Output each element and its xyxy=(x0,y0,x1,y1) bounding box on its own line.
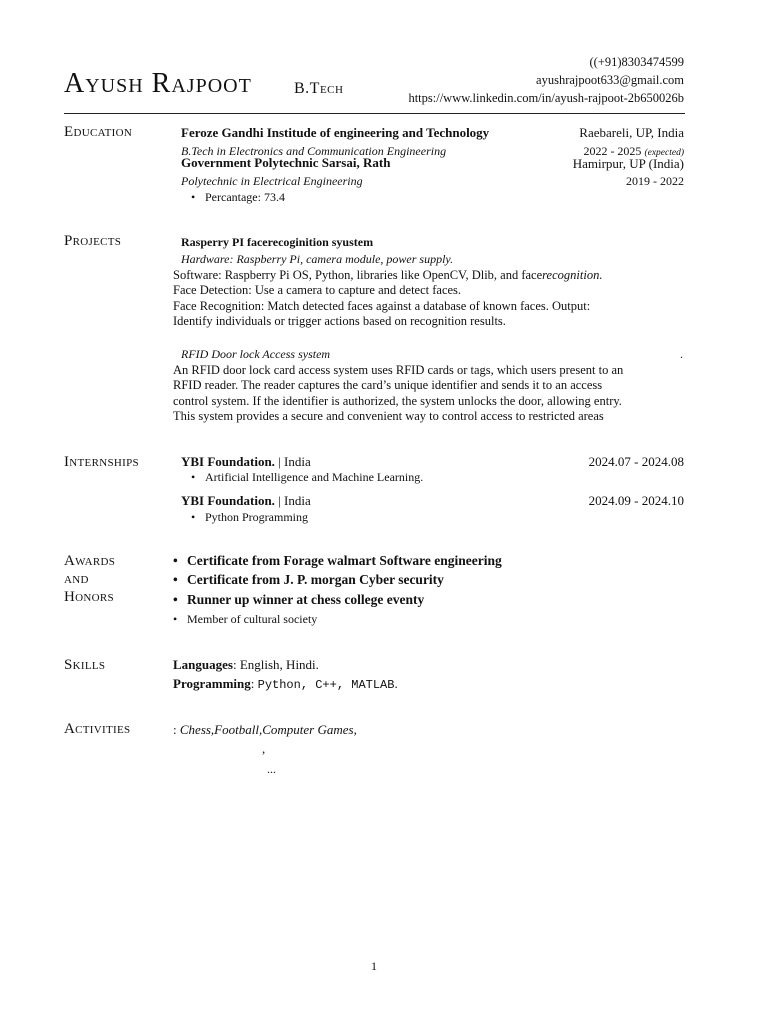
award-item-2: • Certificate from J. P. morgan Cyber security xyxy=(187,572,444,588)
skills-programming-value: Python, C++, MATLAB xyxy=(257,678,395,692)
header-divider xyxy=(64,113,685,114)
activities-ellipsis: ... xyxy=(267,762,276,776)
project-1-line-2: Face Detection: Use a camera to capture and detect faces. xyxy=(173,283,462,298)
edu-1-school: Feroze Gandhi Institude of engineering and Technology xyxy=(181,125,490,140)
skills-programming-end: . xyxy=(394,676,398,691)
project-1-line-4: Identify individuals or trigger actions based on recognition results. xyxy=(173,313,506,328)
activities-comma: , xyxy=(262,741,266,756)
skills-languages-label: Languages xyxy=(173,657,233,672)
internship-1-org: YBI Foundation. xyxy=(181,454,275,469)
internship-2-org: YBI Foundation. xyxy=(181,493,275,508)
project-1-software-suffix: recognition. xyxy=(542,268,603,282)
project-1-software-prefix: Software: Raspberry Pi OS, Python, libraries like OpenCV, Dlib, and face xyxy=(173,268,543,282)
edu-2-location: Hamirpur, UP (India) xyxy=(572,156,684,171)
phone-number: ((+91)8303474599 xyxy=(589,55,684,69)
internship-1-bullet: • Artificial Intelligence and Machine Learning. xyxy=(205,470,423,485)
award-item-4: • Member of cultural society xyxy=(187,612,317,627)
award-item-3: • Runner up winner at chess college eventy xyxy=(187,592,424,608)
internship-2-loc: India xyxy=(284,493,311,508)
internship-1-sep: | xyxy=(278,454,281,469)
section-projects-title: Projects xyxy=(64,233,122,249)
internship-2 xyxy=(181,493,311,509)
project-2-title: RFID Door lock Access system xyxy=(181,347,331,361)
edu-2-school: Government Polytechnic Sarsai, Rath xyxy=(181,155,391,170)
section-skills-title: Skills xyxy=(64,657,106,673)
project-1-software-line xyxy=(173,268,688,283)
email-link[interactable]: ayushrajpoot633@gmail.com xyxy=(536,73,684,87)
internship-2-dates: 2024.09 - 2024.10 xyxy=(588,493,684,508)
edu-1-degree: B.Tech in Electronics and Communication Engineering xyxy=(181,144,447,158)
internship-2-bullet: • Python Programming xyxy=(205,510,308,525)
project-2-line-2: RFID reader. The reader captures the card’s unique identifier and sends it to an access xyxy=(173,378,603,393)
project-1-line-3: Face Recognition: Match detected faces against a database of known faces. Output: xyxy=(173,298,591,313)
candidate-name: Ayush Rajpoot xyxy=(64,68,252,99)
internship-1-loc: India xyxy=(284,454,311,469)
edu-1-location: Raebareli, UP, India xyxy=(579,125,684,140)
activities-prefix: : xyxy=(173,722,177,737)
skills-languages xyxy=(173,657,319,673)
section-activities-title: Activities xyxy=(64,721,131,737)
internship-2-sep: | xyxy=(278,493,281,508)
section-awards-title-3: Honors xyxy=(64,589,114,605)
project-1-description xyxy=(173,268,688,329)
skills-languages-value: : English, Hindi. xyxy=(232,657,319,672)
section-awards-title-2: and xyxy=(64,571,89,587)
internship-1 xyxy=(181,454,311,470)
edu-2-bullet: • Percantage: 73.4 xyxy=(205,190,285,205)
activities-line xyxy=(173,722,357,738)
section-education-title: Education xyxy=(64,124,133,140)
activities-value: Chess,Football,Computer Games xyxy=(179,722,354,737)
section-awards-title-1: Awards xyxy=(64,553,116,569)
skills-programming-colon: : xyxy=(250,676,255,691)
edu-1-dates-note: (expected) xyxy=(644,148,684,158)
award-item-1: • Certificate from Forage walmart Software engineering xyxy=(187,553,502,569)
project-2-line-1: An RFID door lock card access system uses RFID cards or tags, which users present to an xyxy=(173,363,624,377)
page-number: 1 xyxy=(371,959,377,973)
skills-programming-label: Programming xyxy=(173,676,251,691)
edu-1-dates-text: 2022 - 2025 xyxy=(583,144,642,158)
project-2-line-3: control system. If the identifier is authorized, the system unlocks the door, allowing entry. xyxy=(173,393,622,408)
project-1-hardware: Hardware: Raspberry Pi, camera module, power supply. xyxy=(181,252,454,266)
linkedin-link[interactable]: https://www.linkedin.com/in/ayush-rajpoot-2b650026b xyxy=(408,91,684,105)
section-internships-title: Internships xyxy=(64,454,139,470)
edu-2-dates: 2019 - 2022 xyxy=(626,174,684,188)
edu-2-degree: Polytechnic in Electrical Engineering xyxy=(181,174,363,188)
activities-suffix: , xyxy=(353,722,357,737)
project-2-trailing: . xyxy=(680,347,683,361)
project-1-title: Rasperry PI facerecoginition syustem xyxy=(181,235,374,249)
project-2-line-4: This system provides a secure and convenient way to control access to restricted areas xyxy=(173,408,604,423)
project-2-description xyxy=(173,363,688,424)
skills-programming xyxy=(173,676,398,692)
degree-title: B.Tech xyxy=(294,80,344,97)
internship-1-dates: 2024.07 - 2024.08 xyxy=(588,454,684,469)
